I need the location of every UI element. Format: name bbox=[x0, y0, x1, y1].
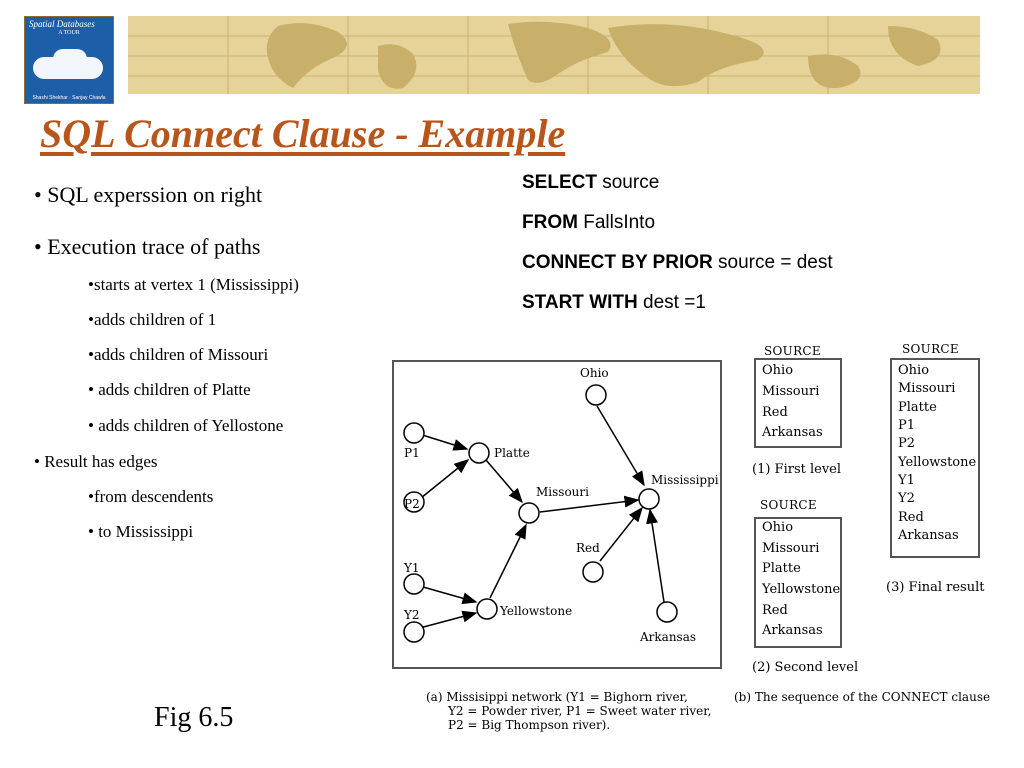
table-row: Platte bbox=[762, 561, 801, 576]
table-caption: (3) Final result bbox=[886, 580, 985, 595]
table-row: Missouri bbox=[762, 541, 820, 556]
node-label-red: Red bbox=[576, 541, 600, 555]
bullet-item: •starts at vertex 1 (Mississippi) bbox=[88, 275, 299, 294]
node-yellowstone bbox=[477, 599, 497, 619]
sql-line: FROM FallsInto bbox=[522, 212, 656, 233]
sql-line: START WITH dest =1 bbox=[522, 292, 706, 313]
table-row: Yellowstone bbox=[762, 582, 841, 597]
edge-red-mississippi bbox=[600, 508, 642, 561]
node-p1 bbox=[404, 423, 424, 443]
figure-caption-b: (b) The sequence of the CONNECT clause bbox=[734, 690, 991, 704]
first-level-table bbox=[754, 344, 864, 484]
bullet-item: •from descendents bbox=[88, 487, 214, 506]
second-level-table bbox=[754, 498, 864, 678]
node-mississippi bbox=[639, 489, 659, 509]
table-row: Platte bbox=[898, 400, 937, 415]
edge-y2-yellowstone bbox=[416, 613, 476, 629]
figure-caption-a bbox=[426, 690, 711, 732]
table-row: Missouri bbox=[898, 381, 956, 396]
table-caption: (1) First level bbox=[752, 462, 842, 477]
book-cover-authors: Shashi Shekhar · Sanjay Chawla bbox=[32, 95, 106, 101]
caption-line: P2 = Big Thompson river). bbox=[448, 718, 611, 732]
sql-line: SELECT source bbox=[522, 172, 660, 193]
node-label-missouri: Missouri bbox=[536, 485, 589, 499]
figure-label: Fig 6.5 bbox=[154, 702, 234, 733]
table-row: Ohio bbox=[762, 520, 794, 535]
node-arkansas bbox=[657, 602, 677, 622]
sql-line: CONNECT BY PRIOR source = dest bbox=[522, 252, 833, 273]
node-label-mississippi: Mississippi bbox=[651, 473, 719, 487]
node-ohio bbox=[586, 385, 606, 405]
node-label-y1: Y1 bbox=[404, 561, 420, 575]
table-row: Missouri bbox=[762, 384, 820, 399]
table-row: P1 bbox=[898, 418, 916, 433]
bullet-item: • adds children of Platte bbox=[88, 380, 251, 399]
edge-platte-missouri bbox=[486, 460, 522, 502]
edge-arkansas-mississippi bbox=[650, 510, 664, 602]
node-label-platte: Platte bbox=[494, 446, 530, 460]
node-label-yellowstone: Yellowstone bbox=[500, 604, 573, 618]
table-box bbox=[754, 358, 842, 448]
bullet-item: • SQL experssion on right bbox=[34, 182, 263, 207]
table-row: Arkansas bbox=[762, 623, 823, 638]
table-row: Red bbox=[762, 603, 788, 618]
table-row: Y1 bbox=[898, 473, 915, 488]
table-row: Arkansas bbox=[898, 528, 959, 543]
table-row: Ohio bbox=[762, 363, 794, 378]
node-red bbox=[583, 562, 603, 582]
table-header: SOURCE bbox=[760, 498, 817, 512]
edge-ohio-mississippi bbox=[597, 406, 644, 485]
bullet-item: • Execution trace of paths bbox=[34, 234, 261, 259]
edge-yellowstone-missouri bbox=[490, 525, 526, 598]
book-cover-title: Spatial Databases A TOUR bbox=[29, 19, 95, 36]
table-caption: (2) Second level bbox=[752, 660, 859, 675]
table-row: P2 bbox=[898, 436, 916, 451]
node-platte bbox=[469, 443, 489, 463]
caption-line: (a) Missisippi network (Y1 = Bighorn river, bbox=[426, 690, 688, 704]
bullet-item: •adds children of 1 bbox=[88, 310, 217, 329]
node-missouri bbox=[519, 503, 539, 523]
bullet-item: •adds children of Missouri bbox=[88, 345, 269, 364]
bullet-item: • adds children of Yellostone bbox=[88, 416, 284, 435]
table-box bbox=[754, 517, 842, 648]
table-row: Yellowstone bbox=[898, 455, 977, 470]
table-row: Y2 bbox=[898, 491, 915, 506]
edge-y1-yellowstone bbox=[416, 585, 476, 602]
table-header: SOURCE bbox=[764, 344, 821, 358]
table-row: Arkansas bbox=[762, 425, 823, 440]
node-label-p2: P2 bbox=[404, 497, 420, 511]
table-row: Ohio bbox=[898, 363, 930, 378]
table-box bbox=[890, 358, 980, 558]
bullet-item: • Result has edges bbox=[34, 452, 158, 471]
table-row: Red bbox=[898, 510, 924, 525]
node-label-arkansas: Arkansas bbox=[640, 630, 697, 644]
bullet-item: • to Mississippi bbox=[88, 522, 194, 541]
node-y1 bbox=[404, 574, 424, 594]
node-label-ohio: Ohio bbox=[580, 366, 609, 380]
caption-line: Y2 = Powder river, P1 = Sweet water river, bbox=[448, 704, 712, 718]
node-y2 bbox=[404, 622, 424, 642]
edge-p2-platte bbox=[416, 460, 468, 502]
table-row: Red bbox=[762, 405, 788, 420]
node-label-y2: Y2 bbox=[404, 608, 420, 622]
final-result-table bbox=[886, 342, 1000, 602]
table-header: SOURCE bbox=[902, 342, 959, 356]
bullet-list bbox=[0, 0, 400, 560]
edge-missouri-mississippi bbox=[540, 500, 638, 512]
mississippi-network-diagram bbox=[392, 360, 722, 669]
node-label-p1: P1 bbox=[404, 446, 420, 460]
slide-title: SQL Connect Clause - Example bbox=[40, 111, 566, 156]
